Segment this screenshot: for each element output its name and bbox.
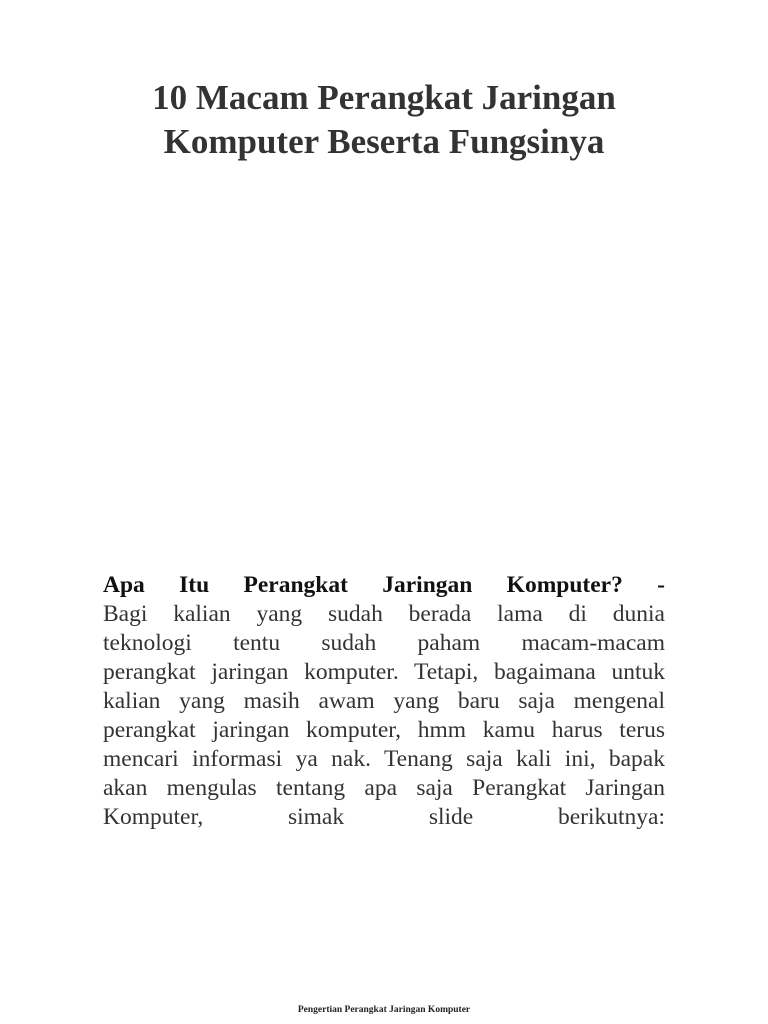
- intro-paragraph: [103, 571, 665, 832]
- page-title-line-1: 10 Macam Perangkat Jaringan: [152, 78, 616, 117]
- paragraph-line-5: perangkat jaringan komputer, hmm kamu harus terus: [103, 717, 665, 743]
- paragraph-line-4: kalian yang masih awam yang baru saja mengenal: [103, 688, 665, 714]
- paragraph-line-3: perangkat jaringan komputer. Tetapi, bagaimana untuk: [103, 659, 665, 685]
- page-footer: Pengertian Perangkat Jaringan Komputer: [297, 1005, 471, 1015]
- paragraph-line-1: Bagi kalian yang sudah berada lama di dunia: [103, 601, 665, 627]
- page-title: [60, 76, 708, 164]
- intro-lead-heading: Apa Itu Perangkat Jaringan Komputer? -: [103, 572, 665, 598]
- paragraph-line-2: teknologi tentu sudah paham macam-macam: [103, 630, 665, 656]
- paragraph-line-7: akan mengulas tentang apa saja Perangkat Jaringan: [103, 775, 665, 801]
- page-title-line-2: Komputer Beserta Fungsinya: [163, 122, 605, 161]
- paragraph-line-8: Komputer, simak slide berikutnya:: [103, 804, 665, 830]
- paragraph-line-6: mencari informasi ya nak. Tenang saja kali ini, bapak: [103, 746, 665, 772]
